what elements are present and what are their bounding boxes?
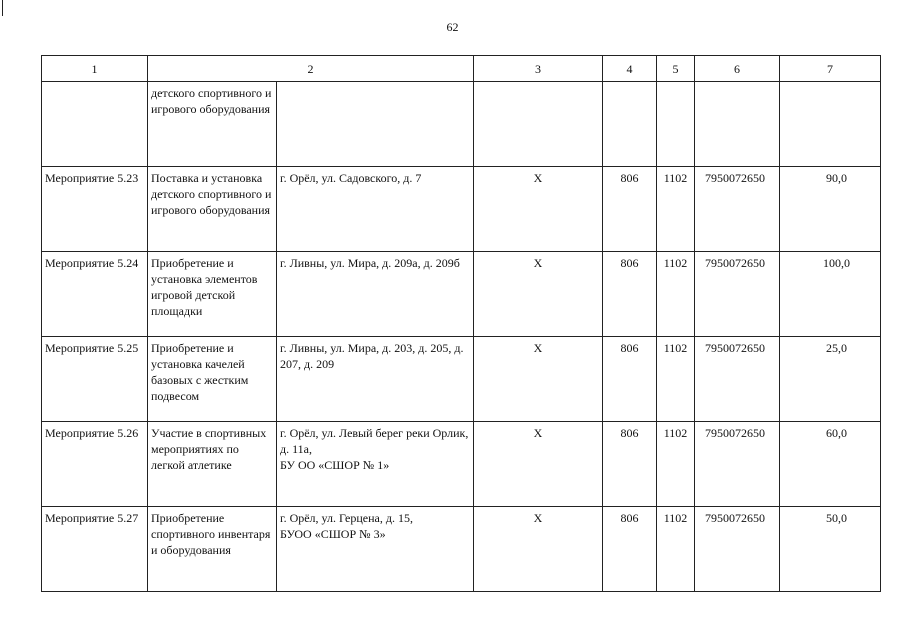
- col5-cell: [657, 167, 695, 252]
- col7-text: 100,0: [823, 256, 850, 270]
- col7-text: 50,0: [826, 511, 847, 525]
- col7-cell: [780, 422, 881, 507]
- col3-cell: [474, 252, 603, 337]
- col6-text: 7950072650: [705, 341, 765, 355]
- description-text: Участие в спортивных мероприятиях по легкой атлетике: [151, 426, 267, 472]
- description-text: Приобретение и установка элементов игровой детской площадки: [151, 256, 258, 318]
- col4-text: 806: [620, 341, 639, 355]
- address-text: г. Орёл, ул. Левый берег реки Орлик, д. 11а, БУ ОО «СШОР № 1»: [280, 426, 469, 472]
- header-col-3: 3: [474, 56, 603, 82]
- col7-text: 25,0: [826, 341, 847, 355]
- header-col-1: 1: [42, 56, 148, 82]
- col6-text: 7950072650: [705, 426, 765, 440]
- description-text: Поставка и установка детского спортивного и игрового оборудования: [151, 171, 272, 217]
- col4-cell: [603, 252, 657, 337]
- table-row: [42, 422, 881, 507]
- col5-text: 1102: [663, 171, 688, 185]
- table-row: [42, 337, 881, 422]
- address-cell: [277, 252, 474, 337]
- col7-cell: [780, 337, 881, 422]
- page-edge-mark: [2, 0, 3, 16]
- event-text: Мероприятие 5.23: [45, 171, 139, 185]
- budget-table: [41, 55, 881, 592]
- continuation-c4-cell: [603, 82, 657, 167]
- address-cell: [277, 167, 474, 252]
- col7-cell: [780, 507, 881, 592]
- col3-cell: [474, 507, 603, 592]
- col6-text: 7950072650: [705, 171, 765, 185]
- header-col-4: 4: [603, 56, 657, 82]
- col5-cell: [657, 422, 695, 507]
- col7-cell: [780, 252, 881, 337]
- col5-text: 1102: [663, 511, 688, 525]
- col6-cell: [695, 422, 780, 507]
- col6-cell: [695, 337, 780, 422]
- address-cell: [277, 422, 474, 507]
- col5-text: 1102: [663, 426, 688, 440]
- address-text: г. Орёл, ул. Герцена, д. 15, БУОО «СШОР № 3»: [280, 511, 413, 541]
- continuation-address-cell: [277, 82, 474, 167]
- col4-text: 806: [620, 511, 639, 525]
- continuation-c6-cell: [695, 82, 780, 167]
- description-text: Приобретение спортивного инвентаря и оборудования: [151, 511, 271, 557]
- col3-text: Х: [533, 171, 543, 185]
- col3-cell: [474, 167, 603, 252]
- col5-cell: [657, 337, 695, 422]
- event-cell: [42, 507, 148, 592]
- col4-text: 806: [620, 426, 639, 440]
- event-cell: [42, 167, 148, 252]
- col6-text: 7950072650: [705, 256, 765, 270]
- col3-cell: [474, 337, 603, 422]
- page-number: 62: [446, 20, 459, 34]
- description-cell: [148, 507, 277, 592]
- col3-text: Х: [533, 426, 543, 440]
- header-col-5: 5: [657, 56, 695, 82]
- col6-cell: [695, 167, 780, 252]
- col4-cell: [603, 337, 657, 422]
- header-row: [42, 56, 881, 82]
- address-cell: [277, 507, 474, 592]
- event-text: Мероприятие 5.24: [45, 256, 139, 270]
- col4-cell: [603, 422, 657, 507]
- col7-cell: [780, 167, 881, 252]
- address-text: г. Орёл, ул. Садовского, д. 7: [280, 171, 422, 185]
- description-cell: [148, 167, 277, 252]
- description-text: Приобретение и установка качелей базовых с жестким подвесом: [151, 341, 249, 403]
- description-cell: [148, 422, 277, 507]
- address-text: г. Ливны, ул. Мира, д. 203, д. 205, д. 207, д. 209: [280, 341, 464, 371]
- col5-text: 1102: [663, 256, 688, 270]
- col3-cell: [474, 422, 603, 507]
- col4-cell: [603, 507, 657, 592]
- col6-cell: [695, 507, 780, 592]
- col3-text: Х: [533, 511, 543, 525]
- description-cell: [148, 337, 277, 422]
- col5-cell: [657, 252, 695, 337]
- event-text: Мероприятие 5.27: [45, 511, 139, 525]
- event-cell: [42, 252, 148, 337]
- col4-text: 806: [620, 171, 639, 185]
- table-row: [42, 252, 881, 337]
- col4-cell: [603, 167, 657, 252]
- description-cell: [148, 252, 277, 337]
- header-col-7: 7: [780, 56, 881, 82]
- col7-text: 60,0: [826, 426, 847, 440]
- header-col-6: 6: [695, 56, 780, 82]
- table-row: [42, 507, 881, 592]
- event-text: Мероприятие 5.25: [45, 341, 139, 355]
- col5-text: 1102: [663, 341, 688, 355]
- continuation-row: [42, 82, 881, 167]
- continuation-event-cell: [42, 82, 148, 167]
- header-col-2: 2: [148, 56, 474, 82]
- address-cell: [277, 337, 474, 422]
- address-text: г. Ливны, ул. Мира, д. 209а, д. 209б: [280, 256, 460, 270]
- col3-text: Х: [533, 256, 543, 270]
- event-cell: [42, 337, 148, 422]
- col5-cell: [657, 507, 695, 592]
- col4-text: 806: [620, 256, 639, 270]
- continuation-c3-cell: [474, 82, 603, 167]
- col6-text: 7950072650: [705, 511, 765, 525]
- continuation-desc: детского спортивного и игрового оборудования: [151, 86, 272, 116]
- continuation-c7-cell: [780, 82, 881, 167]
- col6-cell: [695, 252, 780, 337]
- table-row: [42, 167, 881, 252]
- event-text: Мероприятие 5.26: [45, 426, 139, 440]
- event-cell: [42, 422, 148, 507]
- col3-text: Х: [533, 341, 543, 355]
- col7-text: 90,0: [826, 171, 847, 185]
- continuation-desc-cell: [148, 82, 277, 167]
- continuation-c5-cell: [657, 82, 695, 167]
